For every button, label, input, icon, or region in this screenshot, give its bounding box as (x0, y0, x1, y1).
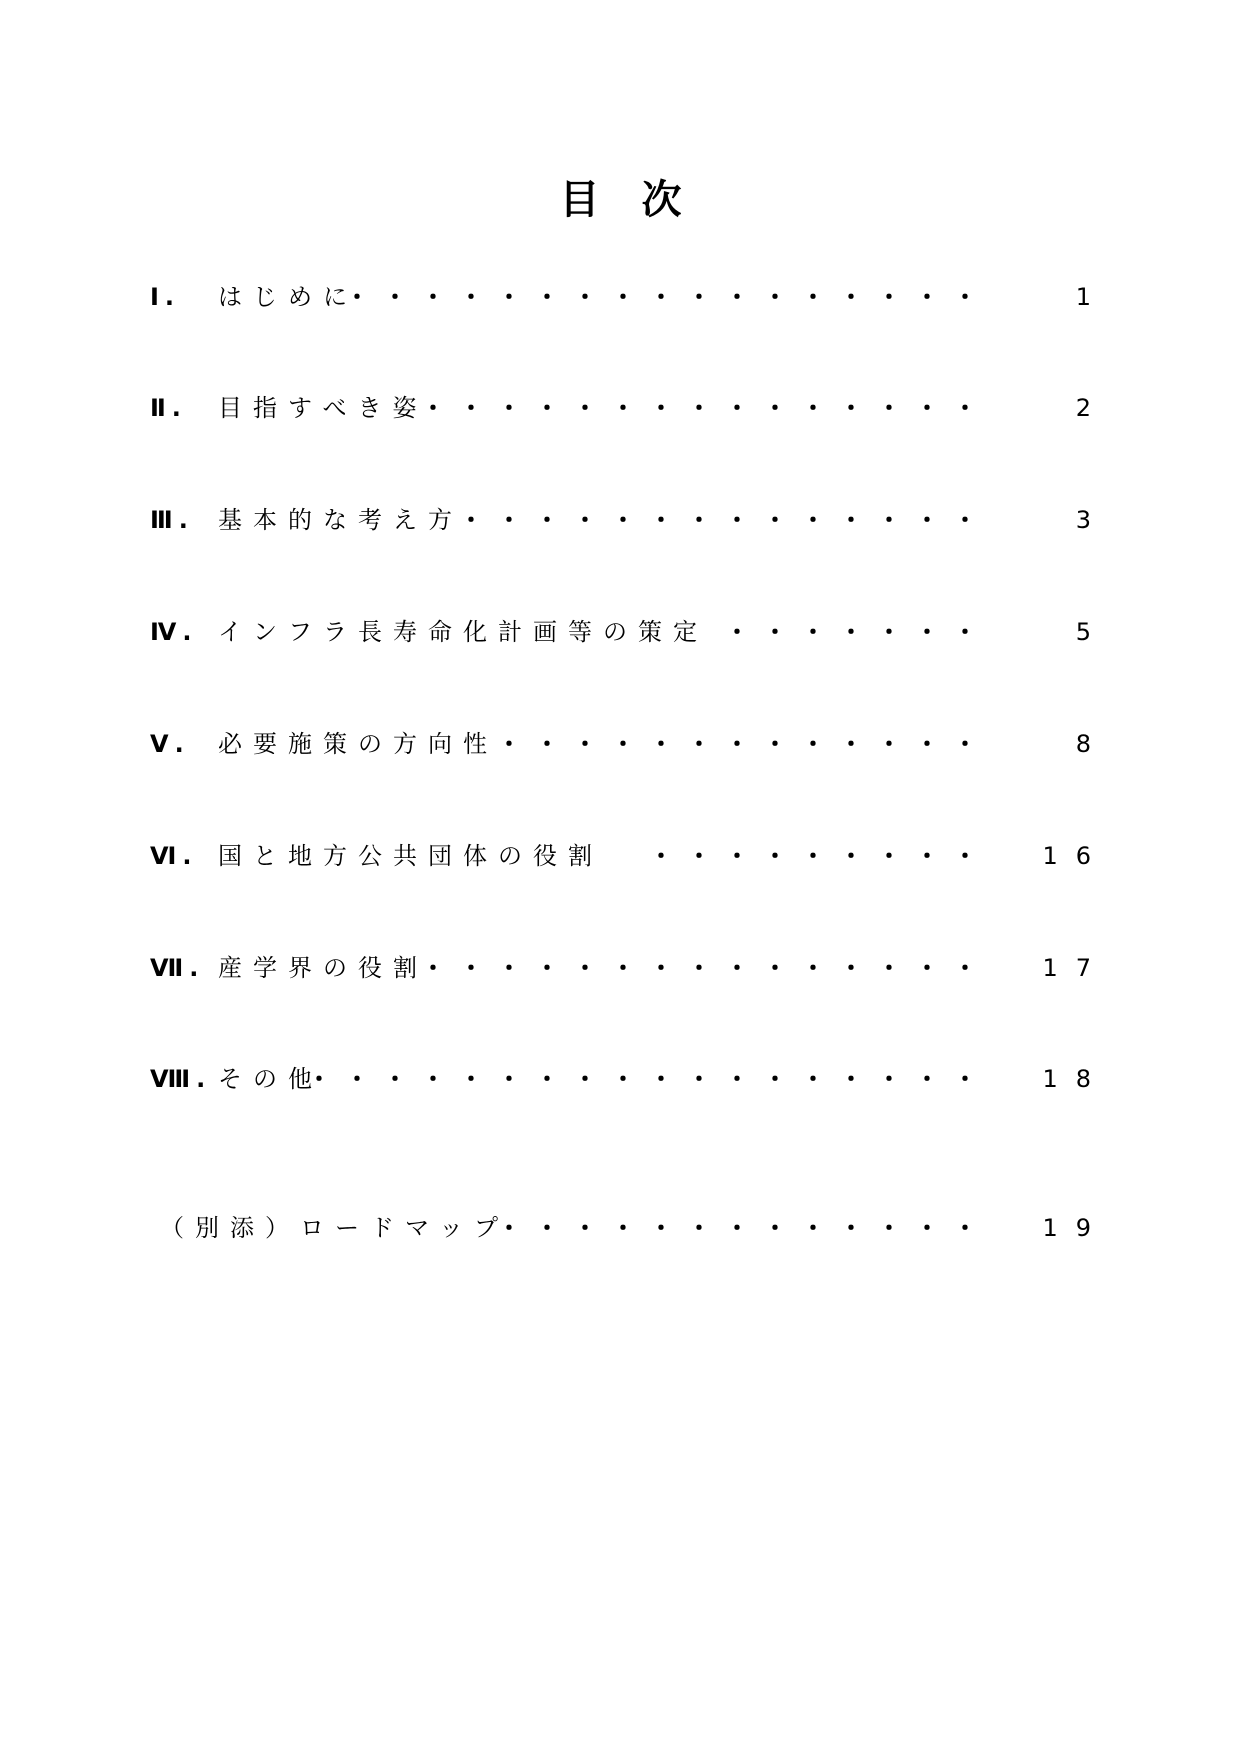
toc-entry-6[interactable] (0, 836, 1241, 876)
toc-entry-number: Ⅳ. (150, 618, 198, 646)
toc-entry-5[interactable] (0, 724, 1241, 764)
toc-entry-label: （別添）ロードマップ (160, 1214, 510, 1242)
toc-entry-number: Ⅴ. (150, 730, 190, 758)
toc-entry-1[interactable] (0, 277, 1241, 317)
toc-entry-page-number: 18 (1042, 1065, 1109, 1093)
toc-entry-4[interactable] (0, 612, 1241, 652)
toc-entry-2[interactable] (0, 388, 1241, 428)
toc-entry-label: 国と地方公共団体の役割 (218, 842, 603, 870)
toc-entry-number: Ⅱ. (150, 394, 187, 422)
toc-entry-label: 産学界の役割 (218, 954, 428, 982)
toc-entry-label: その他 (218, 1065, 323, 1093)
toc-entry-leader-dots: ・・・・・・・・・・・・・・・ (421, 954, 991, 982)
toc-entry-leader-dots: ・・・・・・・・・・・・・・・ (421, 394, 991, 422)
toc-entry-label: インフラ長寿命化計画等の策定 (218, 618, 708, 646)
toc-entry-number: Ⅷ. (150, 1065, 212, 1093)
toc-entry-label: 目指すべき姿 (218, 394, 428, 422)
toc-entry-leader-dots: ・・・・・・・ (725, 618, 991, 646)
page-title: 目次 (559, 177, 724, 223)
toc-entry-annex[interactable] (0, 1208, 1241, 1248)
toc-entry-leader-dots: ・・・・・・・・・ (649, 842, 991, 870)
toc-entry-leader-dots: ・・・・・・・・・・・・・・・・・・ (307, 1065, 991, 1093)
toc-entry-leader-dots: ・・・・・・・・・・・・・ (497, 730, 991, 758)
toc-entry-number: Ⅵ. (150, 842, 198, 870)
toc-entry-page-number: 5 (1075, 618, 1109, 646)
toc-entry-number: Ⅰ. (150, 283, 181, 311)
toc-entry-label: 必要施策の方向性 (218, 730, 498, 758)
toc-entry-leader-dots: ・・・・・・・・・・・・・ (497, 1214, 991, 1242)
toc-entry-page-number: 17 (1042, 954, 1109, 982)
toc-entry-number: Ⅲ. (150, 506, 194, 534)
toc-entry-leader-dots: ・・・・・・・・・・・・・・ (459, 506, 991, 534)
toc-entry-page-number: 8 (1075, 730, 1109, 758)
toc-entry-3[interactable] (0, 500, 1241, 540)
toc-entry-7[interactable] (0, 948, 1241, 988)
toc-entry-number: Ⅶ. (150, 954, 205, 982)
toc-entry-page-number: 19 (1042, 1214, 1109, 1242)
toc-entry-leader-dots: ・・・・・・・・・・・・・・・・・ (345, 283, 991, 311)
toc-entry-label: 基本的な考え方 (218, 506, 463, 534)
toc-entry-page-number: 2 (1075, 394, 1109, 422)
toc-entry-8[interactable] (0, 1059, 1241, 1099)
toc-entry-page-number: 16 (1042, 842, 1109, 870)
toc-entry-page-number: 3 (1075, 506, 1109, 534)
toc-entry-page-number: 1 (1075, 283, 1109, 311)
toc-entry-label: はじめに (218, 283, 358, 311)
